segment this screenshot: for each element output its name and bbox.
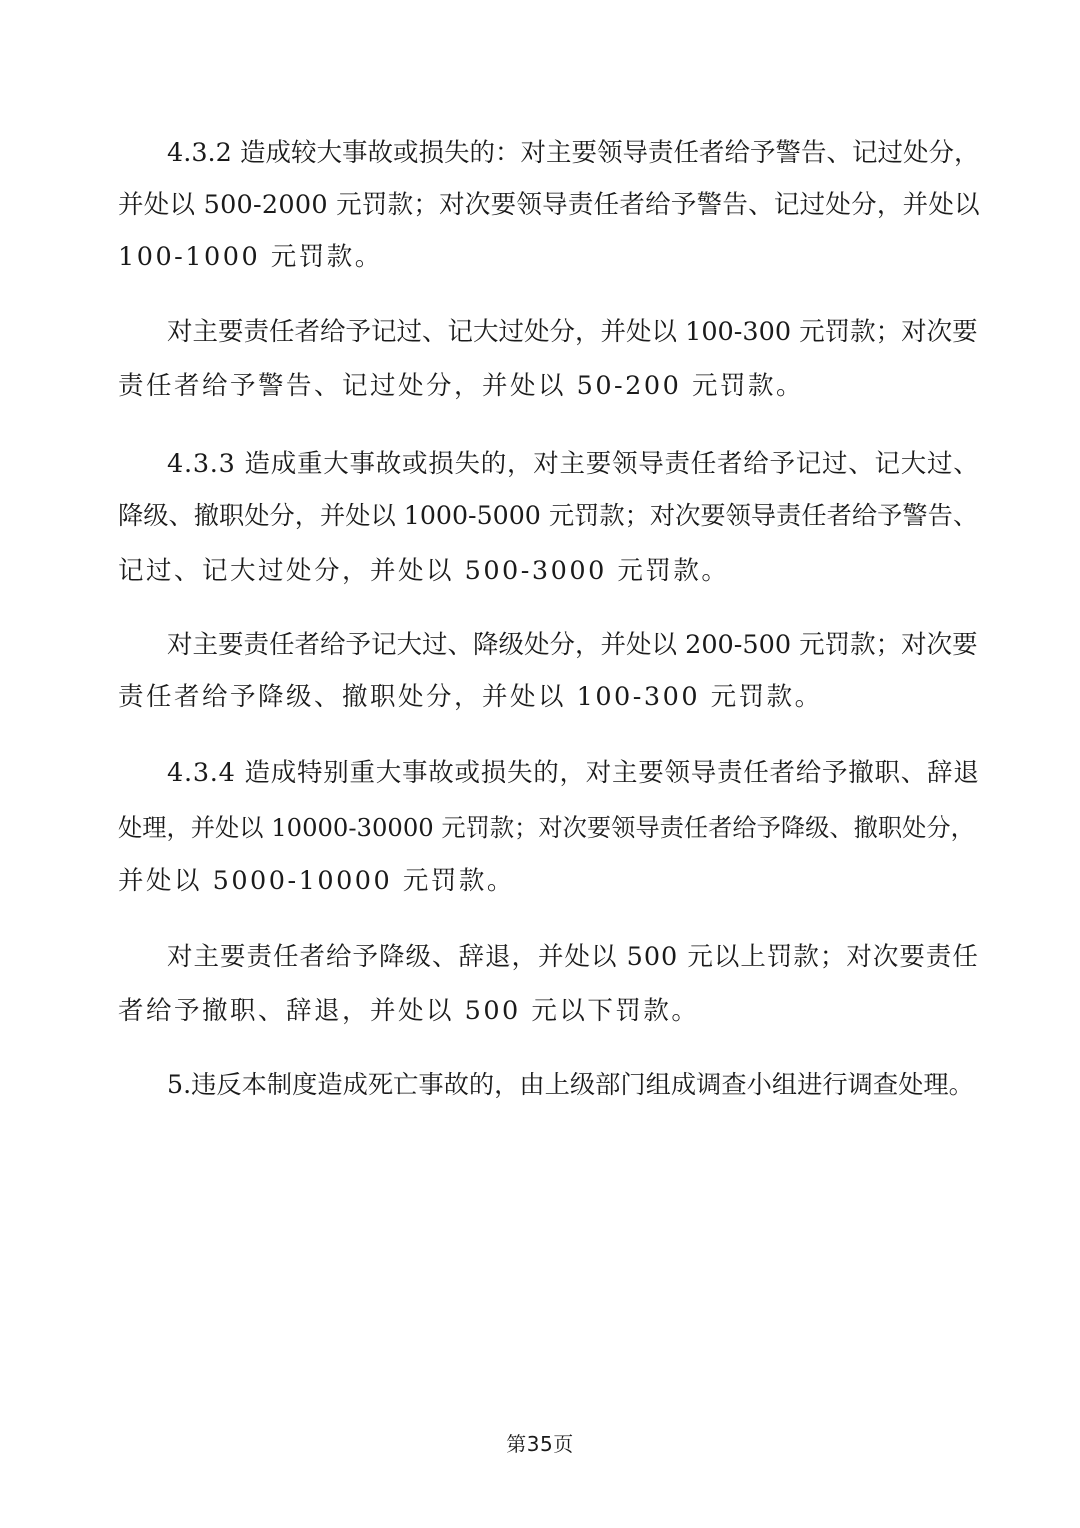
- paragraph-line: 并处以 5000-10000 元罚款。: [118, 866, 515, 896]
- paragraph-line: 对主要责任者给予记大过、降级处分，并处以 200-500 元罚款；对次要: [167, 630, 978, 660]
- paragraph-line: 处理，并处以 10000-30000 元罚款；对次要领导责任者给予降级、撤职处分，: [118, 813, 975, 842]
- page-number: 第35页: [506, 1432, 574, 1456]
- paragraph-line: 降级、撤职处分，并处以 1000-5000 元罚款；对次要领导责任者给予警告、: [118, 501, 979, 530]
- paragraph-line: 对主要责任者给予记过、记大过处分，并处以 100-300 元罚款；对次要: [167, 317, 978, 347]
- paragraph-line: 4.3.2 造成较大事故或损失的：对主要领导责任者给予警告、记过处分，: [167, 138, 980, 168]
- paragraph-line: 对主要责任者给予降级、辞退，并处以 500 元以上罚款；对次要责任: [167, 942, 979, 972]
- paragraph-line: 责任者给予警告、记过处分，并处以 50-200 元罚款。: [118, 371, 804, 401]
- paragraph-line: 100-1000 元罚款。: [118, 242, 383, 272]
- paragraph-line: 5.违反本制度造成死亡事故的，由上级部门组成调查小组进行调查处理。: [167, 1070, 974, 1099]
- paragraph-line: 记过、记大过处分，并处以 500-3000 元罚款。: [118, 556, 730, 586]
- paragraph-line: 者给予撤职、辞退，并处以 500 元以下罚款。: [118, 996, 700, 1026]
- paragraph-line: 4.3.4 造成特别重大事故或损失的，对主要领导责任者给予撤职、辞退: [167, 758, 980, 788]
- paragraph-line: 并处以 500-2000 元罚款；对次要领导责任者给予警告、记过处分，并处以: [118, 190, 980, 220]
- paragraph-line: 4.3.3 造成重大事故或损失的，对主要领导责任者给予记过、记大过、: [167, 449, 980, 479]
- paragraph-line: 责任者给予降级、撤职处分，并处以 100-300 元罚款。: [118, 682, 823, 712]
